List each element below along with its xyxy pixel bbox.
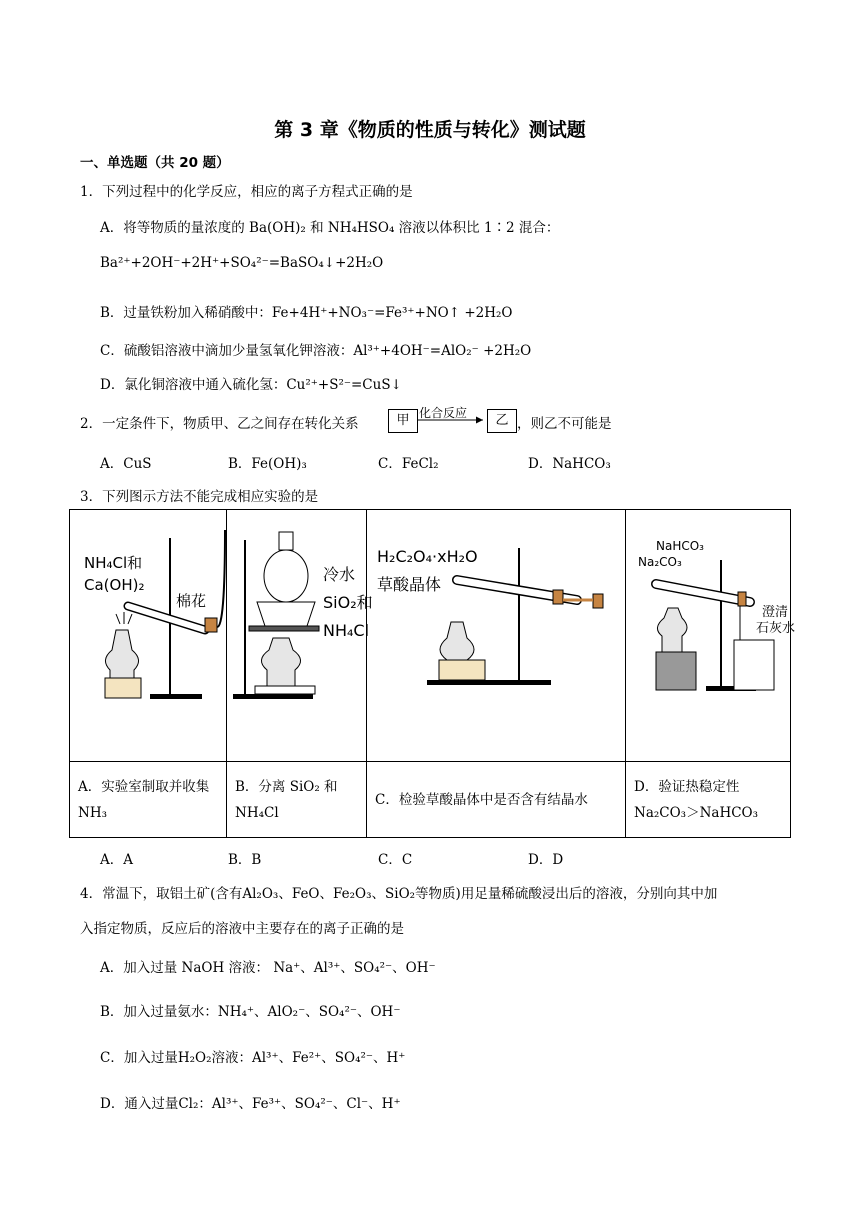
svg-text:澄清: 澄清 <box>762 605 789 620</box>
svg-text:Na₂CO₃: Na₂CO₃ <box>638 555 682 569</box>
figure-d-cell <box>626 510 796 762</box>
q3-option-d: D．D <box>528 852 564 868</box>
q1-option-c: C．硫酸铝溶液中滴加少量氢氧化钾溶液：Al³⁺+4OH⁻=AlO₂⁻ +2H₂O <box>100 343 532 359</box>
q4-option-a: A．加入过量 NaOH 溶液： Na⁺、Al³⁺、SO₄²⁻、OH⁻ <box>100 960 436 976</box>
caption-b: B．分离 SiO₂ 和 NH₄Cl <box>227 762 367 838</box>
caption-c: C．检验草酸晶体中是否含有结晶水 <box>367 762 626 838</box>
q4-option-c: C．加入过量H₂O₂溶液：Al³⁺、Fe²⁺、SO₄²⁻、H⁺ <box>100 1050 406 1066</box>
q2-stem-end: ，则乙不可能是 <box>517 416 612 432</box>
q2-option-c: C．FeCl₂ <box>378 456 439 472</box>
section-heading: 一、单选题（共 20 题） <box>80 155 230 171</box>
figure-a-cell <box>70 510 227 762</box>
svg-text:NaHCO₃: NaHCO₃ <box>656 539 704 553</box>
q3-option-c: C．C <box>378 852 413 868</box>
svg-text:石灰水: 石灰水 <box>756 621 796 636</box>
q2-stem: 2．一定条件下，物质甲、乙之间存在转化关系 <box>80 416 359 432</box>
q1-stem: 1．下列过程中的化学反应，相应的离子方程式正确的是 <box>80 184 413 200</box>
box-yi: 乙 <box>487 409 517 433</box>
svg-text:H₂C₂O₄·xH₂O: H₂C₂O₄·xH₂O <box>377 547 478 566</box>
q4-stem-line2: 入指定物质，反应后的溶液中主要存在的离子正确的是 <box>80 921 404 937</box>
q1-option-d: D．氯化铜溶液中通入硫化氢：Cu²⁺+S²⁻=CuS↓ <box>100 377 402 393</box>
q1-option-a: A．将等物质的量浓度的 Ba(OH)₂ 和 NH₄HSO₄ 溶液以体积比 1∶2 混合： <box>100 220 560 236</box>
arrow-label: 化合反应 <box>419 406 468 420</box>
q1-option-b: B．过量铁粉加入稀硝酸中：Fe+4H⁺+NO₃⁻=Fe³⁺+NO↑ +2H₂O <box>100 305 513 321</box>
q1-option-a-equation: Ba²⁺+2OH⁻+2H⁺+SO₄²⁻=BaSO₄↓+2H₂O <box>100 255 384 271</box>
box-jia: 甲 <box>388 409 418 433</box>
experiment-table <box>69 509 796 838</box>
svg-text:Ca(OH)₂: Ca(OH)₂ <box>84 576 145 594</box>
svg-text:棉花: 棉花 <box>176 592 207 610</box>
figure-b-sublimation-apparatus <box>227 510 373 761</box>
q3-stem: 3．下列图示方法不能完成相应实验的是 <box>80 489 319 505</box>
svg-text:草酸晶体: 草酸晶体 <box>377 575 442 594</box>
q2-option-b: B．Fe(OH)₃ <box>228 456 307 472</box>
svg-text:SiO₂和: SiO₂和 <box>323 593 373 612</box>
q4-option-d: D．通入过量Cl₂：Al³⁺、Fe³⁺、SO₄²⁻、Cl⁻、H⁺ <box>100 1096 401 1112</box>
svg-text:NH₄Cl和: NH₄Cl和 <box>84 554 143 572</box>
q3-option-a: A．A <box>100 852 133 868</box>
q4-stem-line1: 4．常温下，取铝土矿(含有Al₂O₃、FeO、Fe₂O₃、SiO₂等物质)用足量稀硫酸浸出后的溶液，分别向其中加 <box>80 886 718 902</box>
figure-a-nh3-apparatus <box>70 510 226 761</box>
q3-option-b: B．B <box>228 852 262 868</box>
svg-text:冷水: 冷水 <box>323 565 356 584</box>
caption-d: D．验证热稳定性 Na₂CO₃＞NaHCO₃ <box>626 762 791 838</box>
page-title: 第 3 章《物质的性质与转化》测试题 <box>274 119 586 141</box>
q4-option-b: B．加入过量氨水：NH₄⁺、AlO₂⁻、SO₄²⁻、OH⁻ <box>100 1004 401 1020</box>
q2-option-a: A．CuS <box>100 456 152 472</box>
figure-d-thermal-stability-apparatus <box>626 510 796 761</box>
q2-option-d: D．NaHCO₃ <box>528 456 611 472</box>
caption-a: A．实验室制取并收集 NH₃ <box>70 762 227 838</box>
figure-c-oxalic-acid-apparatus <box>367 510 625 761</box>
figure-b-cell <box>227 510 373 762</box>
figure-c-cell <box>367 510 626 762</box>
svg-text:NH₄Cl: NH₄Cl <box>323 621 370 640</box>
